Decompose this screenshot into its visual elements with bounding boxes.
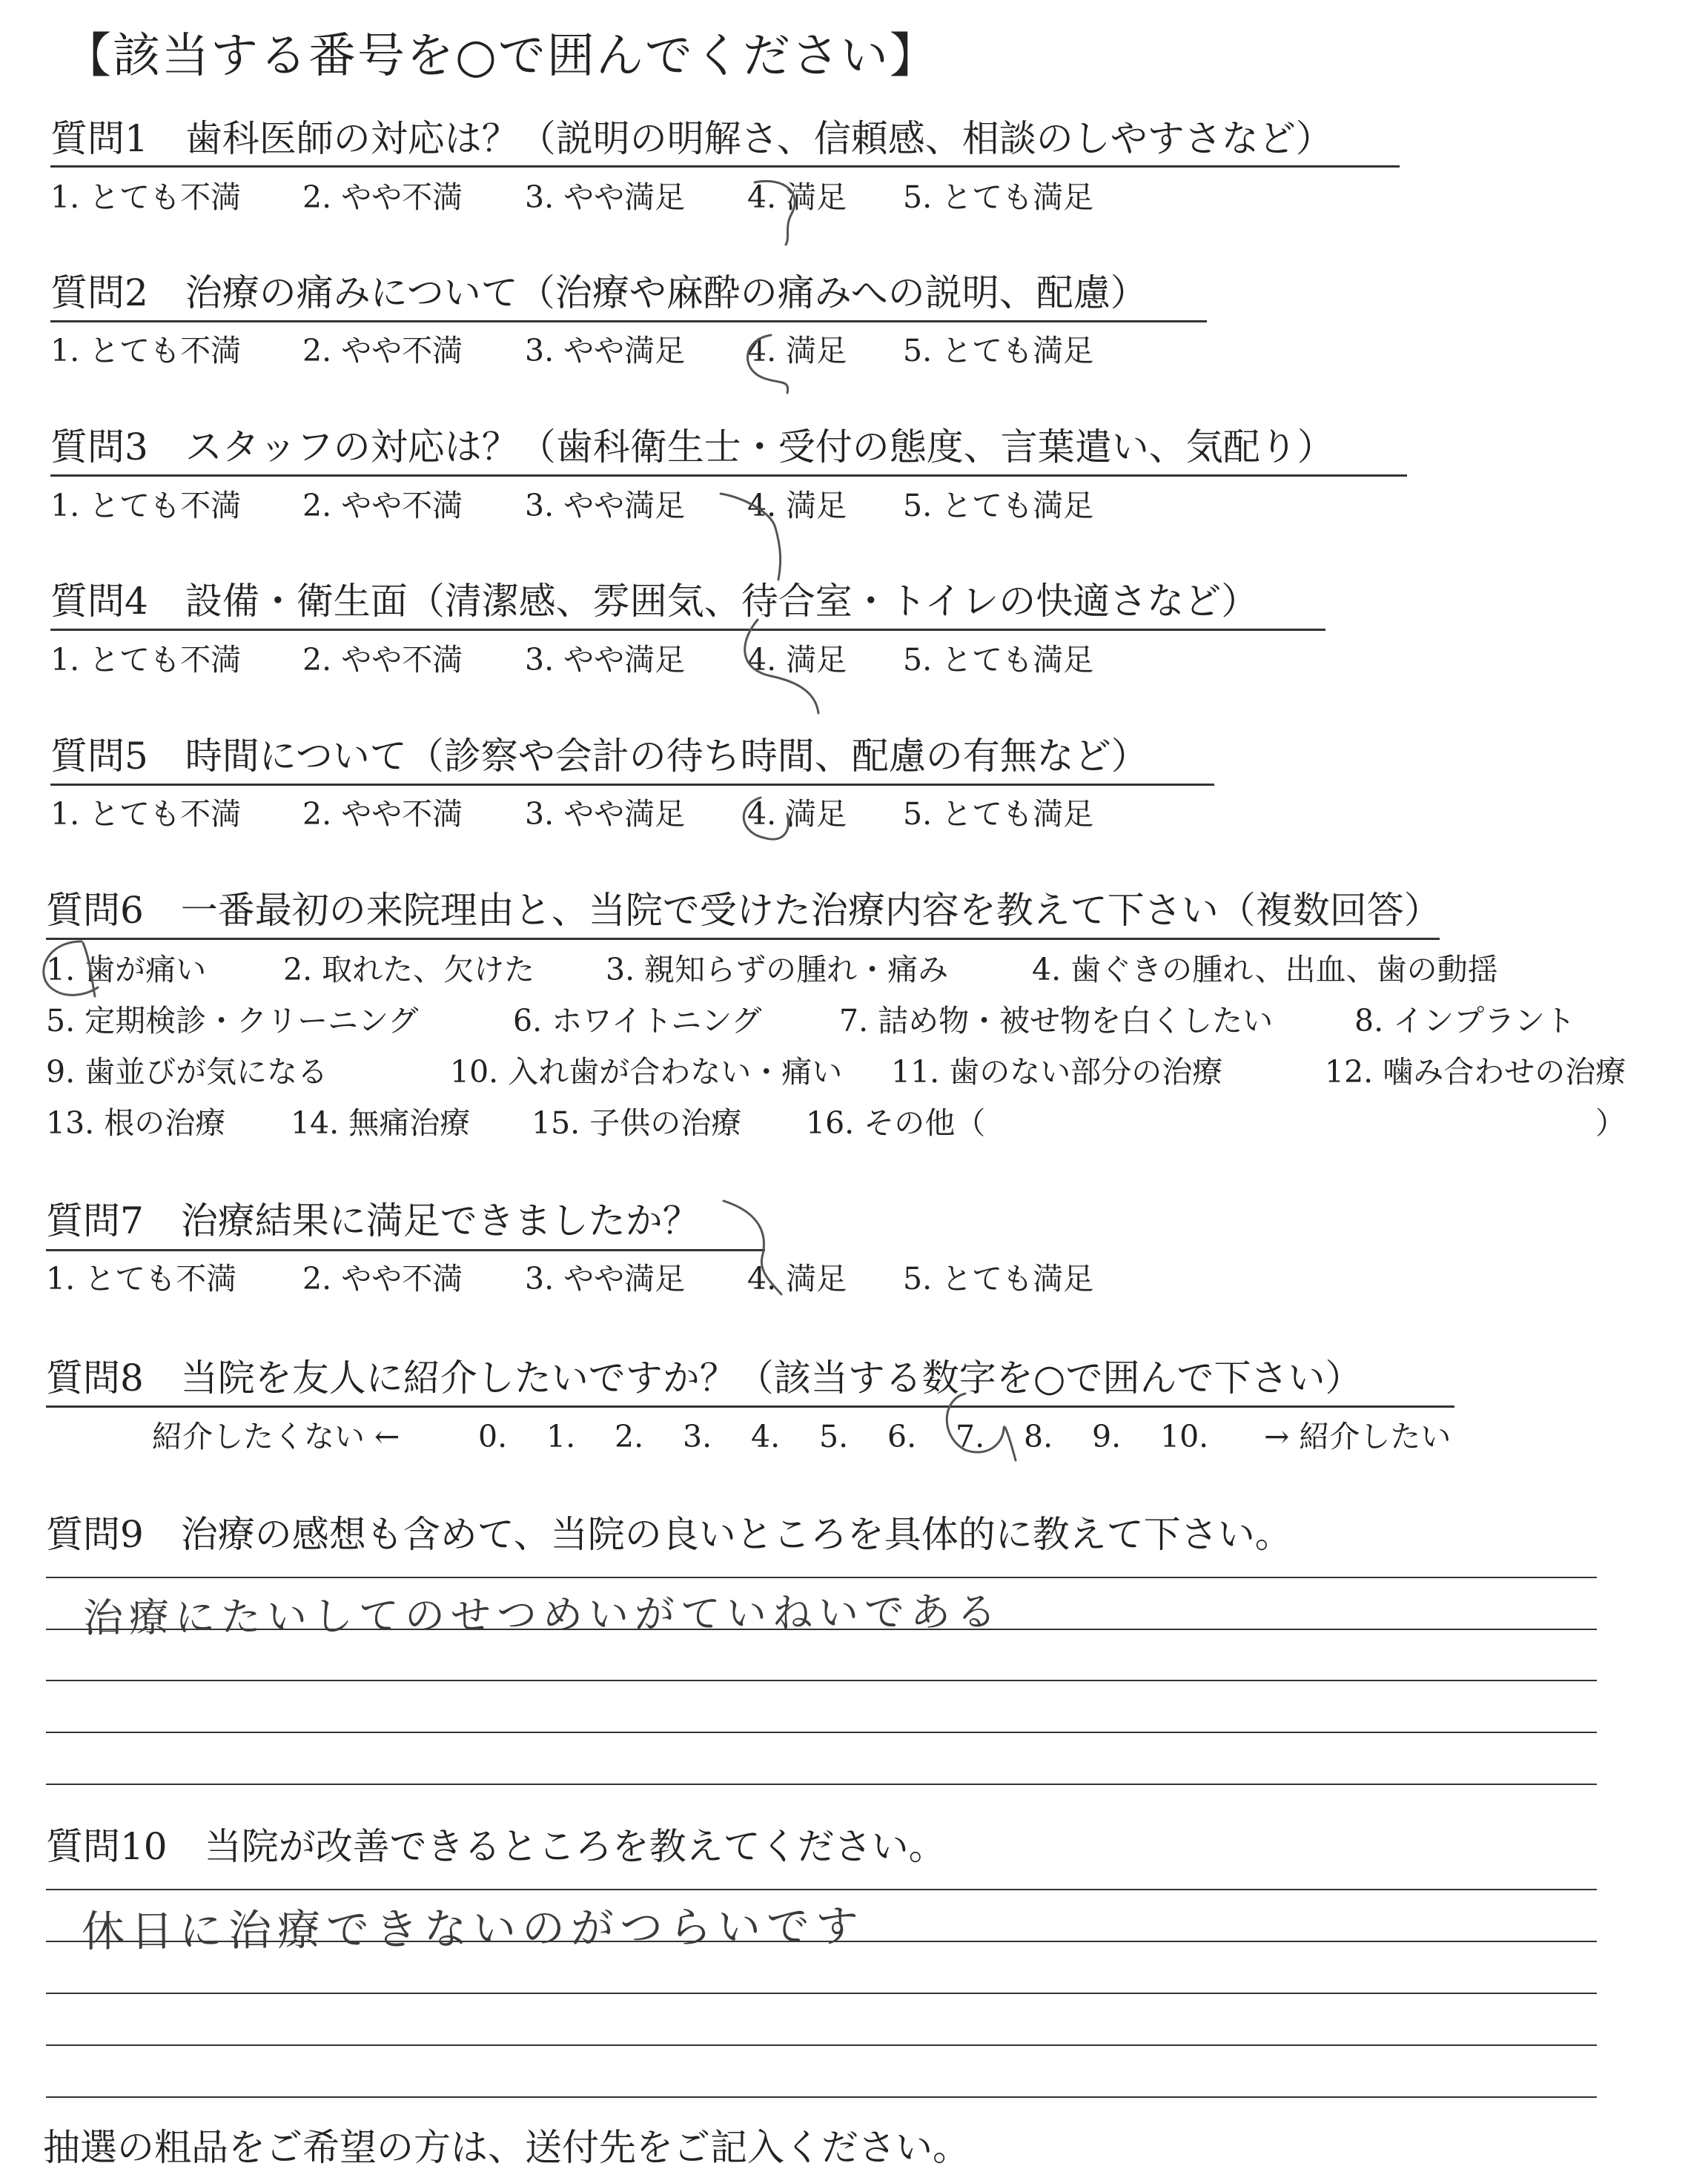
reason-option[interactable]: 8. インプラント bbox=[1354, 1003, 1576, 1039]
option-3[interactable]: 3. やや満足 bbox=[525, 1261, 686, 1297]
scale-number[interactable]: 4. bbox=[751, 1419, 781, 1454]
question-7-title: 質問7 治療結果に満足できましたか？ bbox=[46, 1199, 700, 1242]
scale-number[interactable]: 5. bbox=[819, 1419, 849, 1454]
option-2[interactable]: 2. やや不満 bbox=[302, 333, 463, 368]
option-5[interactable]: 5. とても満足 bbox=[903, 1261, 1094, 1297]
option-3[interactable]: 3. やや満足 bbox=[525, 333, 686, 368]
reason-option[interactable]: 15. 子供の治療 bbox=[532, 1105, 742, 1141]
scale-number[interactable]: 3. bbox=[683, 1419, 712, 1454]
reason-option[interactable]: 1. 歯が痛い bbox=[46, 952, 207, 987]
reason-option[interactable]: 12. 噛み合わせの治療 bbox=[1325, 1054, 1626, 1090]
reason-option[interactable]: 2. 取れた、欠けた bbox=[283, 952, 535, 987]
option-1[interactable]: 1. とても不満 bbox=[50, 796, 242, 832]
option-2[interactable]: 2. やや不満 bbox=[302, 179, 463, 215]
other-close-paren: ） bbox=[1595, 1105, 1626, 1141]
footer-note: 抽選の粗品をご希望の方は、送付先をご記入ください。 bbox=[43, 2126, 970, 2169]
option-1[interactable]: 1. とても不満 bbox=[50, 642, 242, 678]
option-3[interactable]: 3. やや満足 bbox=[525, 179, 686, 215]
q6-circle-mark bbox=[83, 943, 95, 996]
q4-circle-mark bbox=[745, 620, 818, 713]
question-8-title: 質問8 当院を友人に紹介したいですか？（該当する数字を○で囲んで下さい） bbox=[46, 1357, 1363, 1400]
scale-number[interactable]: 6. bbox=[887, 1419, 917, 1454]
option-2[interactable]: 2. やや不満 bbox=[302, 1261, 463, 1297]
q2-circle-mark bbox=[747, 335, 787, 393]
option-4[interactable]: 4. 満足 bbox=[747, 1261, 847, 1297]
option-1[interactable]: 1. とても不満 bbox=[50, 179, 242, 215]
reason-option[interactable]: 16. その他（ bbox=[806, 1105, 986, 1141]
reason-option[interactable]: 3. 親知らずの腫れ・痛み bbox=[606, 952, 949, 987]
q3-circle-mark bbox=[721, 494, 781, 580]
reason-option[interactable]: 10. 入れ歯が合わない・痛い bbox=[450, 1054, 843, 1090]
option-4[interactable]: 4. 満足 bbox=[747, 333, 847, 368]
question-2-title: 質問2 治療の痛みについて（治療や麻酔の痛みへの説明、配慮） bbox=[50, 271, 1148, 314]
scale-number[interactable]: 2. bbox=[615, 1419, 644, 1454]
reason-option[interactable]: 7. 詰め物・被せ物を白くしたい bbox=[839, 1003, 1274, 1039]
q7-circle-mark bbox=[724, 1201, 781, 1294]
option-3[interactable]: 3. やや満足 bbox=[525, 796, 686, 832]
option-4[interactable]: 4. 満足 bbox=[747, 179, 847, 215]
scale-left-label: 紹介したくない ← bbox=[152, 1419, 400, 1454]
scale-number[interactable]: 1. bbox=[546, 1419, 576, 1454]
option-2[interactable]: 2. やや不満 bbox=[302, 488, 463, 523]
reason-option[interactable]: 11. 歯のない部分の治療 bbox=[891, 1054, 1223, 1090]
option-5[interactable]: 5. とても満足 bbox=[903, 796, 1094, 832]
option-3[interactable]: 3. やや満足 bbox=[525, 488, 686, 523]
reason-option[interactable]: 13. 根の治療 bbox=[46, 1105, 226, 1141]
question-10-title: 質問10 当院が改善できるところを教えてください。 bbox=[46, 1825, 946, 1868]
question-10-answer[interactable]: 休日に治療できないのがつらいです bbox=[81, 1901, 865, 1957]
reason-option[interactable]: 14. 無痛治療 bbox=[291, 1105, 471, 1141]
scale-number[interactable]: 0. bbox=[478, 1419, 508, 1454]
option-4[interactable]: 4. 満足 bbox=[747, 642, 847, 678]
reason-option[interactable]: 9. 歯並びが気になる bbox=[46, 1054, 328, 1090]
q1-circle-mark bbox=[755, 181, 795, 245]
reason-option[interactable]: 5. 定期検診・クリーニング bbox=[46, 1003, 419, 1039]
question-9-title: 質問9 治療の感想も含めて、当院の良いところを具体的に教えて下さい。 bbox=[46, 1513, 1292, 1556]
option-1[interactable]: 1. とても不満 bbox=[50, 488, 242, 523]
question-4-title: 質問4 設備・衛生面（清潔感、雰囲気、待合室・トイレの快適さなど） bbox=[50, 580, 1259, 623]
q5-circle-mark bbox=[744, 798, 788, 839]
reason-option[interactable]: 6. ホワイトニング bbox=[513, 1003, 762, 1039]
option-5[interactable]: 5. とても満足 bbox=[903, 642, 1094, 678]
question-5-title: 質問5 時間について（診察や会計の待ち時間、配慮の有無など） bbox=[50, 735, 1148, 778]
scale-number[interactable]: 10. bbox=[1160, 1419, 1209, 1454]
option-3[interactable]: 3. やや満足 bbox=[525, 642, 686, 678]
option-2[interactable]: 2. やや不満 bbox=[302, 796, 463, 832]
option-1[interactable]: 1. とても不満 bbox=[50, 333, 242, 368]
question-1-title: 質問1 歯科医師の対応は？（説明の明解さ、信頼感、相談のしやすさなど） bbox=[50, 117, 1333, 160]
scale-right-label: → 紹介したい bbox=[1264, 1419, 1452, 1454]
q8-circle-mark bbox=[947, 1394, 1016, 1460]
option-2[interactable]: 2. やや不満 bbox=[302, 642, 463, 678]
question-9-answer[interactable]: 治療にたいしてのせつめいがていねいである bbox=[82, 1588, 1003, 1642]
question-6-title: 質問6 一番最初の来院理由と、当院で受けた治療内容を教えて下さい（複数回答） bbox=[46, 889, 1441, 932]
question-3-title: 質問3 スタッフの対応は？（歯科衛生士・受付の態度、言葉遣い、気配り） bbox=[50, 425, 1334, 468]
page-title: 【該当する番号を○で囲んでください】 bbox=[64, 29, 939, 84]
scale-number[interactable]: 7. bbox=[956, 1419, 985, 1454]
option-5[interactable]: 5. とても満足 bbox=[903, 333, 1094, 368]
option-5[interactable]: 5. とても満足 bbox=[903, 179, 1094, 215]
option-4[interactable]: 4. 満足 bbox=[747, 796, 847, 832]
option-1[interactable]: 1. とても不満 bbox=[46, 1261, 237, 1297]
reason-option[interactable]: 4. 歯ぐきの腫れ、出血、歯の動揺 bbox=[1032, 952, 1498, 987]
option-5[interactable]: 5. とても満足 bbox=[903, 488, 1094, 523]
scale-number[interactable]: 9. bbox=[1092, 1419, 1122, 1454]
option-4[interactable]: 4. 満足 bbox=[747, 488, 847, 523]
scale-number[interactable]: 8. bbox=[1024, 1419, 1053, 1454]
